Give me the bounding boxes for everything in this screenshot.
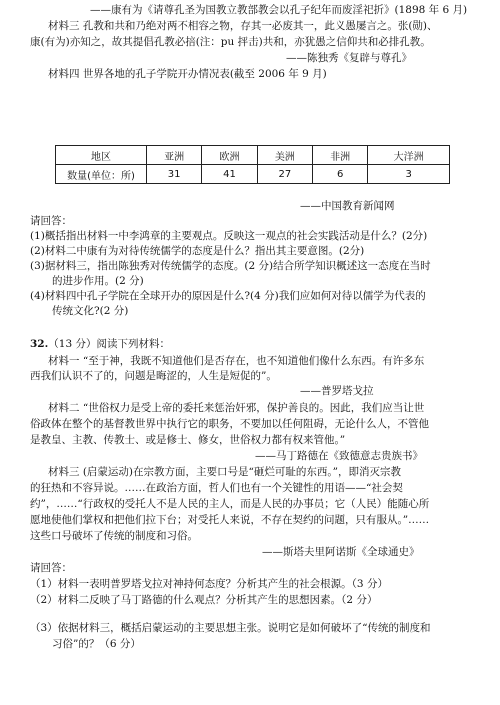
- table-cell: 欧洲: [202, 146, 257, 165]
- table-source: ——中国教育新闻网: [300, 200, 395, 212]
- q32-line: 是教皇、主教、传教士、或是修士、修女，世俗权力都有权来管他。”: [30, 434, 346, 446]
- q32-line: 习俗”的？（6 分）: [52, 638, 141, 650]
- q32-number: 32.: [30, 338, 49, 350]
- q32-line: 俗政体在整个的基督教世界中执行它的职务，不要加以任何阻碍，无论什么人，不管他: [30, 418, 429, 430]
- q31-sub-4: (4)材料四中孔子学院在全球开办的原因是什么?(4 分)我们应如何对待以儒学为代表的: [30, 290, 426, 302]
- q31-sub-3: (3)据材料三，指出陈独秀对传统儒学的态度。(2 分)结合所学知识概述这一态度在当时: [30, 260, 431, 272]
- q32-line: （1）材料一表明普罗塔戈拉对神持何态度？分析其产生的社会根源。（3 分）: [30, 578, 388, 590]
- table-cell: 地区: [56, 146, 147, 165]
- q32-line: 西我们认识不了的，问题是晦涩的，人生是短促的”。: [30, 370, 277, 382]
- q31-sub-2: (2)材料二中康有为对待传统儒学的态度是什么？指出其主要意图。(2分): [30, 245, 365, 257]
- table-row: [56, 165, 450, 184]
- q32-line: 的狂热和不容异说。……在政治方面，哲人们也有一个关键性的用语——“社会契: [30, 482, 403, 494]
- table-cell: 3: [368, 165, 450, 184]
- material-three-line-1: 材料三 孔教和共和乃绝对两不相容之物，存其一必废其一，此义愚屡言之。张(勋)、: [48, 20, 438, 32]
- q32-line: 这些口号破坏了传统的制度和习俗。: [30, 530, 198, 542]
- q32-line: 材料三 (启蒙运动)在宗教方面，主要口号是“砸烂可耻的东西。”，即消灭宗教: [48, 466, 402, 478]
- table-header-row: [56, 146, 450, 165]
- q31-sub-4-cont: 传统文化?(2 分): [52, 305, 129, 317]
- q32-line: （3）依据材料三，概括启蒙运动的主要思想主张。说明它是如何破坏了“传统的制度和: [30, 622, 431, 634]
- table-cell: 非洲: [312, 146, 367, 165]
- q32-line: 愿地使他们掌权和把他们拉下台；对受托人来说，不存在契约的问题，只有服从。”……: [30, 514, 430, 526]
- q31-prompt: 请回答：: [30, 215, 72, 227]
- table-cell: 27: [257, 165, 312, 184]
- material-two-source: ——康有为《请尊孔圣为国教立教部教会以孔子纪年而废淫祀折》(1898 年 6 月): [90, 4, 468, 16]
- table-cell: 6: [312, 165, 367, 184]
- q32-line: 材料一 “至于神，我既不知道他们是否存在，也不知道他们像什么东西。有许多东: [48, 355, 425, 367]
- table-cell: 亚洲: [147, 146, 202, 165]
- table-cell: 41: [202, 165, 257, 184]
- table-cell: 31: [147, 165, 202, 184]
- material-four-title: 材料四 世界各地的孔子学院开办情况表(截至 2006 年 9 月): [48, 68, 327, 80]
- q32-header: [30, 338, 170, 351]
- q32-line: 约”，……“行政权的受托人不是人民的主人，而是人民的办事员；它（人民）能随心所: [30, 498, 430, 510]
- table-cell: 数量(单位：所): [56, 165, 147, 184]
- material-three-source: ——陈独秀《复辟与尊孔》: [286, 52, 412, 64]
- table-cell: 大洋洲: [368, 146, 450, 165]
- q32-line: ——马丁路德在《致德意志贵族书》: [255, 450, 423, 462]
- q32-line: ——斯塔夫里阿诺斯《全球通史》: [262, 546, 420, 558]
- material-three-line-2: 康(有为)亦知之，故其提倡孔教必掊(注：pu 抨击)共和，亦犹愚之信仰共和必排孔教。: [30, 36, 431, 48]
- q32-line: ——普罗塔戈拉: [300, 385, 374, 397]
- confucius-institute-table: [55, 145, 450, 184]
- q32-line: 请回答：: [30, 562, 72, 574]
- q31-sub-3-cont: 的进步作用。(2 分): [52, 275, 144, 287]
- q31-sub-1: (1)概括指出材料一中李鸿章的主要观点。反映这一观点的社会实践活动是什么？(2分): [30, 230, 428, 242]
- table-cell: 美洲: [257, 146, 312, 165]
- q32-line: （2）材料二反映了马丁路德的什么观点？分析其产生的思想因素。（2 分）: [30, 594, 378, 606]
- q32-intro: （13 分）阅读下列材料：: [48, 338, 170, 350]
- q32-line: 材料二 “世俗权力是受上帝的委托来惩治奸邪，保护善良的。因此，我们应当让世: [48, 402, 425, 414]
